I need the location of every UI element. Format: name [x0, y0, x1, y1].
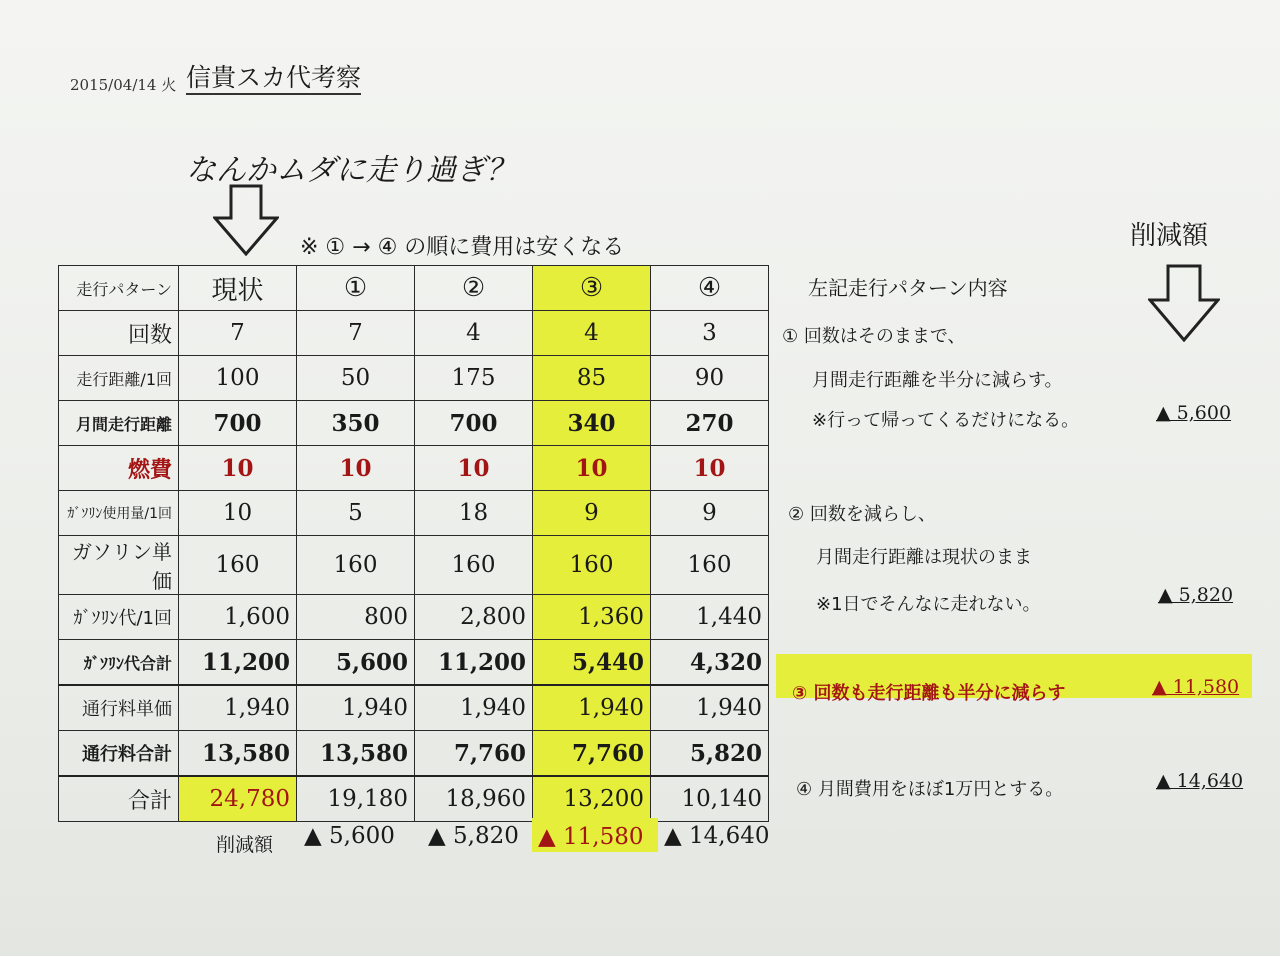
table-cell: 100 — [179, 356, 297, 401]
table-cell: 4,320 — [651, 640, 769, 686]
table-cell: 18,960 — [415, 776, 533, 822]
pattern1-line3: ※行って帰ってくるだけになる。 — [812, 410, 1080, 431]
table-cell: 1,940 — [651, 685, 769, 731]
table-row — [59, 356, 769, 401]
table-cell: 7,760 — [415, 731, 533, 777]
row-label: ｶﾞｿﾘﾝ使用量/1回 — [59, 491, 179, 536]
pattern1-line1: ① 回数はそのままで、 — [782, 326, 966, 347]
row-label: 燃費 — [59, 446, 179, 491]
row-label: ｶﾞｿﾘﾝ代/1回 — [59, 595, 179, 640]
table-cell: 160 — [415, 536, 533, 595]
table-cell: 10 — [533, 446, 651, 491]
table-row — [59, 446, 769, 491]
table-cell: 1,360 — [533, 595, 651, 640]
table-total-row — [59, 776, 769, 822]
table-cell: 5,600 — [297, 640, 415, 686]
table-cell: 9 — [651, 491, 769, 536]
document-date: 2015/04/14 火 — [70, 76, 177, 94]
table-cell: 90 — [651, 356, 769, 401]
pattern1-amount: ▲ 5,600 — [1156, 402, 1232, 424]
table-cell: 13,580 — [297, 731, 415, 777]
table-cell: 1,600 — [179, 595, 297, 640]
table-row — [59, 595, 769, 640]
table-cell: 5 — [297, 491, 415, 536]
table-cell: 10 — [297, 446, 415, 491]
savings-value: ▲ 5,820 — [428, 823, 519, 849]
table-row — [59, 536, 769, 595]
table-cell: 1,940 — [297, 685, 415, 731]
pattern3-amount: ▲ 11,580 — [1152, 676, 1240, 698]
table-cell: 5,820 — [651, 731, 769, 777]
savings-value: ▲ 14,640 — [664, 823, 770, 849]
table-cell: 160 — [179, 536, 297, 595]
table-cell: 175 — [415, 356, 533, 401]
table-cell: 10,140 — [651, 776, 769, 822]
table-row — [59, 640, 769, 686]
table-cell: 7,760 — [533, 731, 651, 777]
row-label: 通行料単価 — [59, 685, 179, 731]
row-label: 合計 — [59, 776, 179, 822]
pattern2-line2: 月間走行距離は現状のまま — [816, 547, 1032, 568]
reduction-heading: 削減額 — [1130, 221, 1209, 251]
table-cell: 85 — [533, 356, 651, 401]
row-label: 回数 — [59, 311, 179, 356]
table-cell: 340 — [533, 401, 651, 446]
row-label: 月間走行距離 — [59, 401, 179, 446]
pattern2-line1: ② 回数を減らし、 — [788, 504, 936, 525]
table-header-cell: ④ — [651, 266, 769, 311]
pattern1-line2: 月間走行距離を半分に減らす。 — [812, 370, 1063, 391]
table-cell: 4 — [415, 311, 533, 356]
table-header-cell: ③ — [533, 266, 651, 311]
table-row — [59, 731, 769, 777]
table-cell: 11,200 — [415, 640, 533, 686]
row-label: 通行料合計 — [59, 731, 179, 777]
table-cell: 24,780 — [179, 776, 297, 822]
row-label: ガソリン単価 — [59, 536, 179, 595]
table-row — [59, 491, 769, 536]
table-header-cell: 走行パターン — [59, 266, 179, 311]
table-cell: 160 — [533, 536, 651, 595]
down-arrow-icon — [213, 184, 279, 256]
table-cell: 13,200 — [533, 776, 651, 822]
table-cell: 1,940 — [533, 685, 651, 731]
table-cell: 1,940 — [415, 685, 533, 731]
table-header-cell: ② — [415, 266, 533, 311]
row-label: ｶﾞｿﾘﾝ代合計 — [59, 640, 179, 686]
table-header-cell: ① — [297, 266, 415, 311]
table-row — [59, 311, 769, 356]
row-label: 走行距離/1回 — [59, 356, 179, 401]
table-cell: 350 — [297, 401, 415, 446]
pattern2-amount: ▲ 5,820 — [1158, 584, 1234, 606]
savings-value-highlight: ▲ 11,580 — [532, 818, 658, 852]
table-cell: 50 — [297, 356, 415, 401]
pattern4-amount: ▲ 14,640 — [1156, 770, 1244, 792]
table-cell: 2,800 — [415, 595, 533, 640]
table-cell: 19,180 — [297, 776, 415, 822]
table-cell: 800 — [297, 595, 415, 640]
table-cell: 18 — [415, 491, 533, 536]
table-header-cell: 現状 — [179, 266, 297, 311]
document-title: 信貴スカ代考察 — [186, 64, 361, 95]
table-cell: 11,200 — [179, 640, 297, 686]
table-cell: 160 — [297, 536, 415, 595]
table-cell: 3 — [651, 311, 769, 356]
down-arrow-icon — [1148, 264, 1220, 342]
table-cell: 4 — [533, 311, 651, 356]
table-cell: 10 — [415, 446, 533, 491]
pattern3-line1: ③ 回数も走行距離も半分に減らす — [792, 683, 1066, 704]
table-cell: 10 — [179, 491, 297, 536]
savings-label: 削減額 — [216, 834, 274, 856]
table-cell: 160 — [651, 536, 769, 595]
table-cell: 10 — [651, 446, 769, 491]
table-row — [59, 401, 769, 446]
table-header-row — [59, 266, 769, 311]
notes-title: 左記走行パターン内容 — [808, 276, 1008, 300]
pattern2-line3: ※1日でそんなに走れない。 — [816, 594, 1041, 615]
handwritten-note: なんかムダに走り過ぎ？ — [186, 153, 516, 188]
table-cell: 13,580 — [179, 731, 297, 777]
table-row — [59, 685, 769, 731]
table-cell: 700 — [415, 401, 533, 446]
table-cell: 1,440 — [651, 595, 769, 640]
table-cell: 5,440 — [533, 640, 651, 686]
table-cell: 700 — [179, 401, 297, 446]
table-cell: 9 — [533, 491, 651, 536]
pattern4-line1: ④ 月間費用をほぼ1万円とする。 — [796, 779, 1064, 800]
cost-comparison-table — [58, 265, 769, 822]
table-cell: 1,940 — [179, 685, 297, 731]
table-cell: 10 — [179, 446, 297, 491]
savings-value: ▲ 5,600 — [304, 823, 395, 849]
table-cell: 270 — [651, 401, 769, 446]
table-cell: 7 — [297, 311, 415, 356]
order-note: ※ ① → ④ の順に費用は安くなる — [300, 235, 625, 260]
table-cell: 7 — [179, 311, 297, 356]
